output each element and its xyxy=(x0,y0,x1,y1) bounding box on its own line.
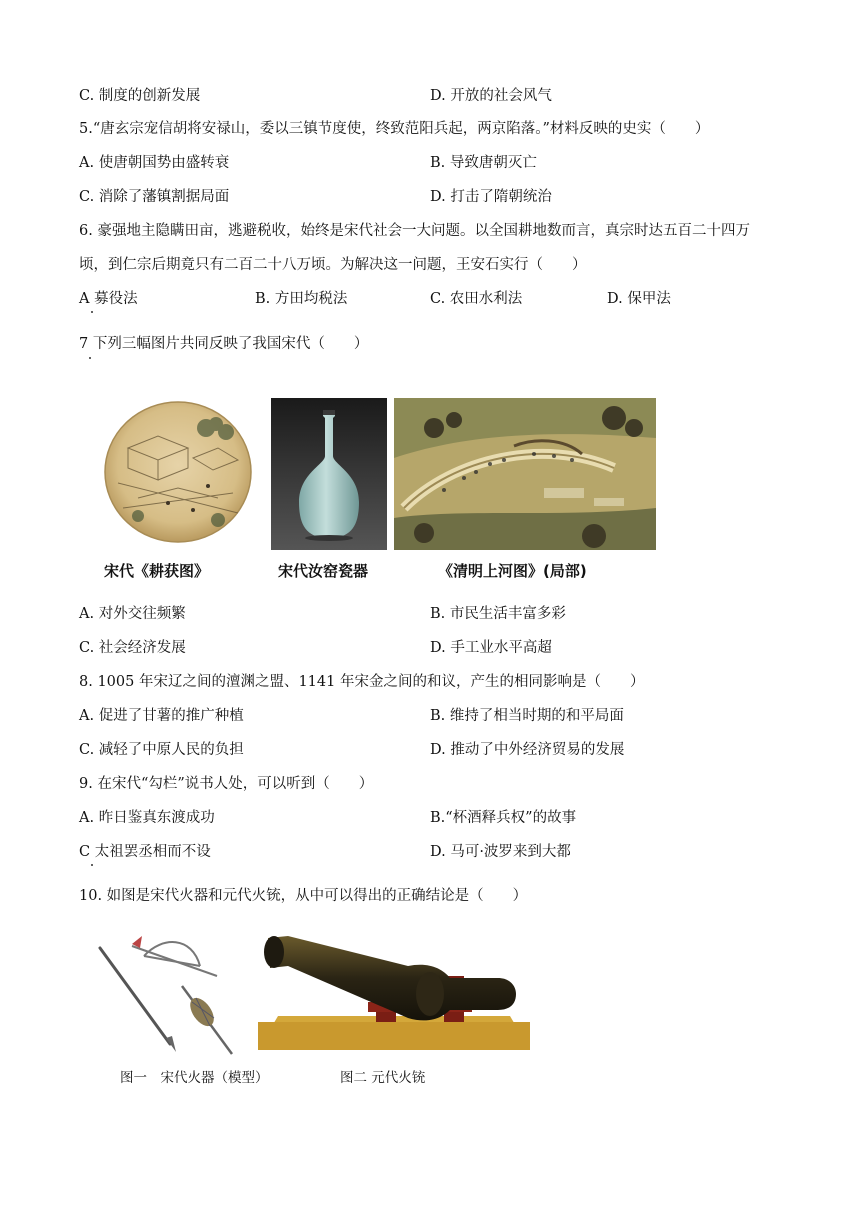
q6-option-a: A 募役法 xyxy=(79,291,138,307)
q6-stem-line2: 顷，到仁宗后期竟只有二百二十八万顷。为解决这一问题，王安石实行（ ） xyxy=(79,257,587,273)
q6-option-c: C. 农田水利法 xyxy=(430,291,523,307)
q7-option-d: D. 手工业水平高超 xyxy=(430,640,552,656)
yuan-fire-tube-image xyxy=(258,932,530,1050)
image-caption-ru-kiln: 宋代汝窑瓷器 xyxy=(278,562,369,580)
qingming-scroll-image xyxy=(394,398,656,550)
song-fire-weapons-image xyxy=(92,926,242,1056)
q10-stem: 10. 如图是宋代火器和元代火铳，从中可以得出的正确结论是（ ） xyxy=(79,888,528,904)
q4-option-c: C. 制度的创新发展 xyxy=(79,88,201,104)
ru-kiln-vase-image xyxy=(271,398,387,550)
q9-option-c: C 太祖罢丞相而不设 xyxy=(79,844,211,860)
q6-option-d: D. 保甲法 xyxy=(607,291,671,307)
gengtuo-painting-image xyxy=(98,398,258,550)
q5-option-a: A. 使唐朝国势由盛转衰 xyxy=(79,155,230,171)
ocr-dot-mark xyxy=(91,864,93,866)
q7-option-a: A. 对外交往频繁 xyxy=(79,606,186,622)
ocr-dot-mark xyxy=(89,357,91,359)
q6-stem-line1: 6. 豪强地主隐瞒田亩，逃避税收，始终是宋代社会一大问题。以全国耕地数而言，真宗时达五百二十四万 xyxy=(79,223,750,239)
image-caption-gengtuo: 宋代《耕获图》 xyxy=(104,562,210,580)
q8-option-b: B. 维持了相当时期的和平局面 xyxy=(430,708,624,724)
q6-option-b: B. 方田均税法 xyxy=(255,291,348,307)
ocr-dot-mark xyxy=(91,311,93,313)
q8-option-a: A. 促进了甘薯的推广种植 xyxy=(79,708,244,724)
q5-option-c: C. 消除了藩镇割据局面 xyxy=(79,189,230,205)
q7-option-b: B. 市民生活丰富多彩 xyxy=(430,606,566,622)
q5-stem: 5.“唐玄宗宠信胡将安禄山，委以三镇节度使，终致范阳兵起，两京陷落。”材料反映的史实（ ） xyxy=(79,121,710,137)
q5-option-d: D. 打击了隋朝统治 xyxy=(430,189,552,205)
q8-option-d: D. 推动了中外经济贸易的发展 xyxy=(430,742,625,758)
q7-stem: 7 下列三幅图片共同反映了我国宋代（ ） xyxy=(79,336,369,352)
q5-option-b: B. 导致唐朝灭亡 xyxy=(430,155,537,171)
q8-stem: 8. 1005 年宋辽之间的澶渊之盟、1141 年宋金之间的和议，产生的相同影响是（ ） xyxy=(79,674,645,690)
q9-option-b: B.“杯酒释兵权”的故事 xyxy=(430,810,577,826)
image-caption-qingming: 《清明上河图》(局部) xyxy=(438,562,587,580)
q9-option-d: D. 马可·波罗来到大都 xyxy=(430,844,571,860)
q9-option-a: A. 昨日鉴真东渡成功 xyxy=(79,810,215,826)
figure2-caption: 图二 元代火铳 xyxy=(340,1070,426,1086)
q7-option-c: C. 社会经济发展 xyxy=(79,640,186,656)
q4-option-d: D. 开放的社会风气 xyxy=(430,88,552,104)
q8-option-c: C. 减轻了中原人民的负担 xyxy=(79,742,244,758)
q9-stem: 9. 在宋代“勾栏”说书人处，可以听到（ ） xyxy=(79,776,374,792)
figure1-caption: 图一 宋代火器（模型） xyxy=(120,1070,269,1086)
